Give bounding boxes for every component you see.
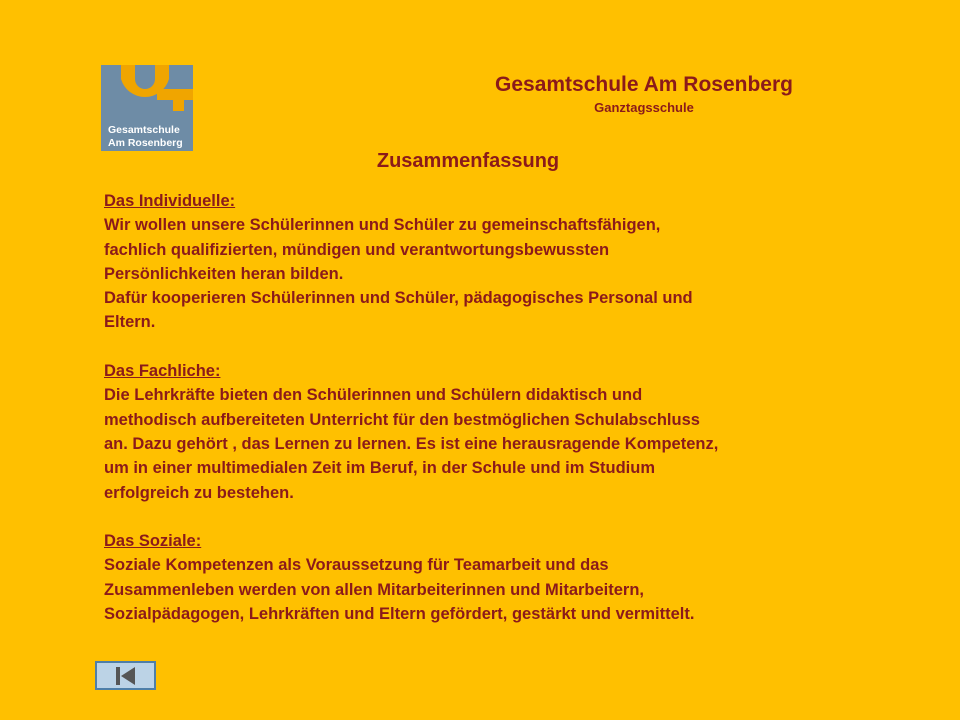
logo-text-line1: Gesamtschule — [108, 124, 180, 136]
back-button[interactable] — [95, 661, 156, 690]
section-individual — [104, 189, 864, 335]
section-heading: Das Fachliche: — [104, 362, 221, 381]
page-title: Zusammenfassung — [376, 150, 560, 172]
section-paragraph: Die Lehrkräfte bieten den Schülerinnen und Schülern didaktisch und methodisch aufbereiteten Unterricht für den bestmöglichen Schulabschluss an. Dazu gehört , das Lernen zu lernen. Es ist eine herausragende Kompetenz, um in einer multimedialen Zeit im Beruf, in der Schule und im Studium erfolgreich zu bestehen. — [104, 386, 719, 502]
summary-content — [104, 189, 864, 626]
section-paragraph: Dafür kooperieren Schülerinnen und Schüler, pädagogisches Personal und Eltern. — [104, 289, 693, 332]
school-logo — [101, 65, 193, 151]
school-name: Gesamtschule Am Rosenberg — [495, 73, 793, 96]
section-heading: Das Soziale: — [104, 532, 202, 551]
section-paragraph: Wir wollen unsere Schülerinnen und Schüler zu gemeinschaftsfähigen, fachlich qualifizierten, mündigen und verantwortungsbewussten Persönlichkeiten heran bilden. — [104, 216, 661, 283]
section-paragraph: Soziale Kompetenzen als Voraussetzung für Teamarbeit und das Zusammenleben werden von allen Mitarbeiterinnen und Mitarbeitern, Sozialpädagogen, Lehrkräften und Eltern gefördert, gestärkt und vermittelt. — [104, 556, 695, 624]
section-social — [104, 529, 864, 626]
school-subtitle: Ganztagsschule — [594, 100, 694, 115]
section-heading: Das Individuelle: — [104, 192, 236, 210]
skip-back-icon — [115, 666, 137, 686]
section-subject — [104, 359, 864, 505]
logo-text-line2: Am Rosenberg — [108, 136, 183, 149]
